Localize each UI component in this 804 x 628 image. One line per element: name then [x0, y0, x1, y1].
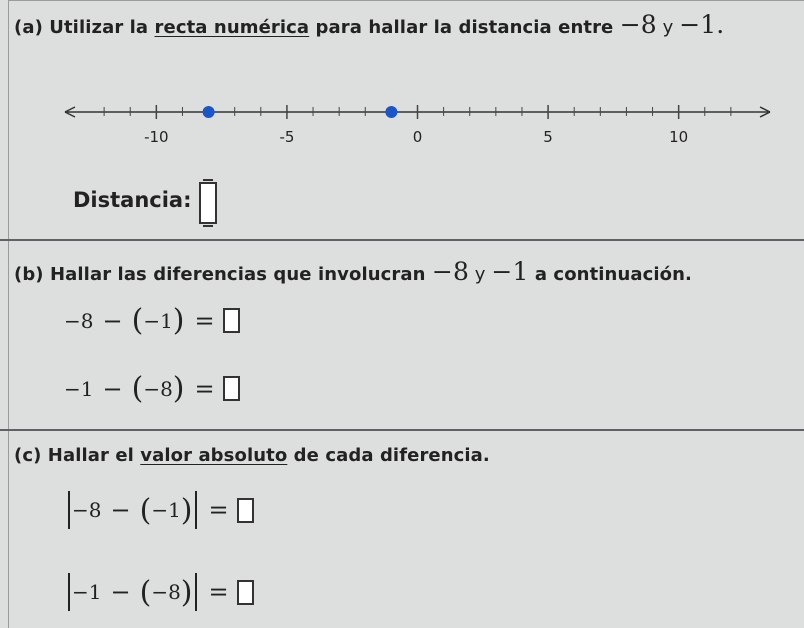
eq-minus: − — [102, 374, 123, 403]
tick-label: 5 — [543, 128, 553, 146]
difference-equation-1 — [64, 303, 240, 338]
eq-open-paren: ( — [131, 371, 144, 406]
difference-equation-2 — [64, 371, 240, 406]
recta-numerica-link[interactable]: recta numérica — [154, 17, 310, 38]
eq-term-a: −8 — [64, 308, 94, 333]
tick-label: 0 — [412, 128, 423, 146]
difference-answer-box-1[interactable] — [223, 308, 240, 333]
panel-top-rule — [8, 0, 804, 1]
eq-minus: − — [110, 496, 131, 524]
part-c-suffix: de cada diferencia. — [287, 445, 490, 466]
part-b-num1: −8 — [431, 257, 469, 286]
tick-label: 10 — [669, 128, 689, 146]
part-c-panel — [0, 431, 804, 628]
part-c-prompt — [14, 445, 490, 466]
panel-left-rule — [8, 0, 9, 240]
eq-term-a: −1 — [72, 580, 102, 604]
abs-bar-left — [68, 573, 70, 611]
eq-minus: − — [110, 578, 131, 606]
eq-open-paren: ( — [131, 303, 144, 338]
eq-close-paren: ) — [180, 574, 193, 610]
eq-equals: = — [194, 374, 215, 403]
panel-left-rule — [8, 241, 9, 430]
part-b-suffix: a continuación. — [528, 264, 692, 285]
valor-absoluto-link[interactable]: valor absoluto — [140, 445, 288, 466]
eq-close-paren: ) — [180, 492, 193, 528]
difference-answer-box-2[interactable] — [223, 376, 240, 401]
tick-label: -5 — [279, 128, 295, 146]
distance-label: Distancia: — [73, 188, 192, 212]
eq-term-b: −8 — [143, 376, 173, 401]
absolute-value-equation-1 — [66, 491, 254, 529]
eq-open-paren: ( — [139, 574, 152, 610]
absolute-value-equation-2 — [66, 573, 254, 611]
part-a-num1: −8 — [619, 10, 657, 39]
distance-answer-box[interactable] — [199, 182, 217, 224]
number-line[interactable] — [60, 92, 780, 156]
eq-equals: = — [208, 496, 229, 524]
eq-term-b: −1 — [143, 308, 173, 333]
eq-term-a: −8 — [72, 498, 102, 522]
part-b-and: y — [468, 264, 492, 285]
absolute-value-answer-box-1[interactable] — [237, 498, 254, 523]
tick-label: -10 — [144, 128, 169, 146]
part-b-num2: −1 — [491, 257, 529, 286]
part-a-prefix: (a) Utilizar la — [14, 17, 155, 38]
abs-bar-right — [195, 573, 197, 611]
absolute-value-answer-box-2[interactable] — [237, 580, 254, 605]
eq-equals: = — [194, 306, 215, 335]
part-c-prefix: (c) Hallar el — [14, 445, 141, 466]
eq-open-paren: ( — [139, 492, 152, 528]
part-a-num2: −1. — [679, 10, 725, 39]
eq-term-b: −8 — [151, 580, 181, 604]
eq-close-paren: ) — [172, 303, 185, 338]
part-a-middle: para hallar la distancia entre — [309, 17, 620, 38]
part-b-prompt — [14, 257, 692, 286]
part-a-and: y — [656, 17, 680, 38]
abs-bar-right — [195, 491, 197, 529]
panel-left-rule — [8, 431, 9, 628]
plotted-point[interactable] — [203, 106, 215, 118]
eq-term-a: −1 — [64, 376, 94, 401]
eq-close-paren: ) — [172, 371, 185, 406]
plotted-point[interactable] — [385, 106, 397, 118]
part-b-panel — [0, 241, 804, 430]
abs-bar-left — [68, 491, 70, 529]
part-a-panel — [0, 0, 804, 240]
part-b-prefix: (b) Hallar las diferencias que involucran — [14, 264, 432, 285]
eq-equals: = — [208, 578, 229, 606]
eq-term-b: −1 — [151, 498, 181, 522]
part-a-prompt — [14, 10, 724, 39]
eq-minus: − — [102, 306, 123, 335]
